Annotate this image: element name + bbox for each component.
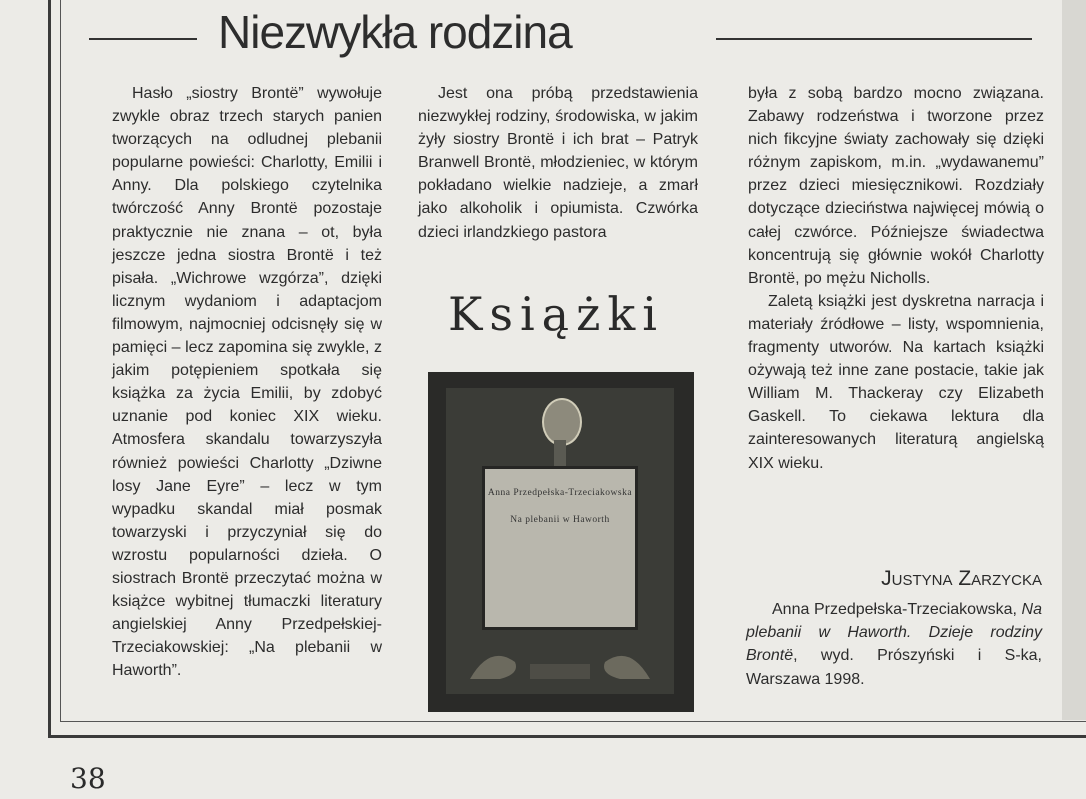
book-cover-image: [428, 372, 694, 712]
bibliographic-note: [746, 598, 1042, 691]
column-2-paragraph: Jest ona próbą przedstawienia niezwykłej rodziny, środowiska, w jakim żyły siostry Brontë i ich brat – Patryk Branwell Brontë, młodzieniec, w którym pokładano wielkie nadzieje, a zmarł jako alkoholik i opiumista. Czwórka dzieci irlandzkiego pastora: [418, 85, 698, 241]
column-3-paragraph-1: była z sobą bardzo mocno związana. Zabawy rodzeństwa i tworzone przez nich fikcyjne światy zachowały się dzięki różnym zapiskom, m.in. „wydawanemu” przez dzieci miesięcznikowi. Rozdziały dotyczące dzieciństwa najwięcej mówią o całej czwórce. Późniejsze świadectwa koncentrują się głównie wokół Charlotty Brontë, po mężu Nicholls.: [748, 85, 1044, 287]
cover-illustration-icon: [460, 634, 660, 684]
cover-title: Na plebanii w Haworth: [510, 515, 610, 525]
section-label-handwritten: Książki: [448, 287, 664, 341]
book-cover-frame: [446, 388, 674, 694]
cover-emblem-icon: [542, 398, 582, 446]
biblio-author: Anna Przedpełska-Trzeciakowska,: [772, 601, 1017, 618]
column-2: [418, 82, 698, 244]
title-rule-right: [716, 38, 1032, 40]
column-1: [112, 82, 382, 682]
cover-tree-icon: [554, 440, 566, 468]
column-3: [748, 82, 1044, 475]
page-number: 38: [70, 762, 106, 795]
title-rule-left: [89, 38, 197, 40]
title-row: [0, 0, 1086, 70]
cover-author: Anna Przedpełska-Trzeciakowska: [487, 488, 633, 498]
biblio-title: Na plebanii w Haworth. Dzieje rodziny Brontë: [746, 601, 1042, 665]
biblio-publisher: , wyd. Prószyński i S-ka, Warszawa 1998.: [746, 647, 1042, 688]
author-signature: Justyna Zarzycka: [881, 567, 1042, 590]
article-title: Niezwykła rodzina: [218, 6, 572, 58]
column-3-paragraph-2: Zaletą książki jest dyskretna narracja i materiały źródłowe – listy, wspomnienia, fragmenty utworów. Na kartach książki ożywają też inne zane postacie, takie jak William M. Thackeray czy Elizabeth Gaskell. To ciekawa lektura dla zainteresowanych literaturą angielską XIX wieku.: [748, 292, 1044, 472]
column-1-paragraph: Hasło „siostry Brontë” wywołuje zwykle obraz trzech starych panien tworzących na odludnej plebanii popularne powieści: Charlotty, Emilii i Anny. Dla polskiego czytelnika twórczość Anny Brontë pozostaje praktycznie nie znana – ot, była jeszcze jedna siostra Brontë i też pisała. „Wichrowe wzgórza”, dzięki licznym wydaniom i adaptacjom filmowym, najmocniej odcisnęły się w pamięci – lecz zapomina się zwykle, z jakim potępieniem spotkała się książka za życia Emilii, by zdobyć uznanie pod koniec XIX wieku. Atmosfera skandalu towarzyszyła również powieści Charlotty „Dziwne losy Jane Eyre” – lecz w tym wypadku skandal miał posmak towarzyski i przyczyniał się do wzrostu popularności dzieła. O siostrach Brontë przeczytać można w książce wybitnej tłumaczki literatury angielskiej Anny Przedpełskiej-Trzeciakowskiej: „Na plebanii w Haworth”.: [112, 85, 382, 680]
cover-title-panel: [482, 466, 638, 630]
